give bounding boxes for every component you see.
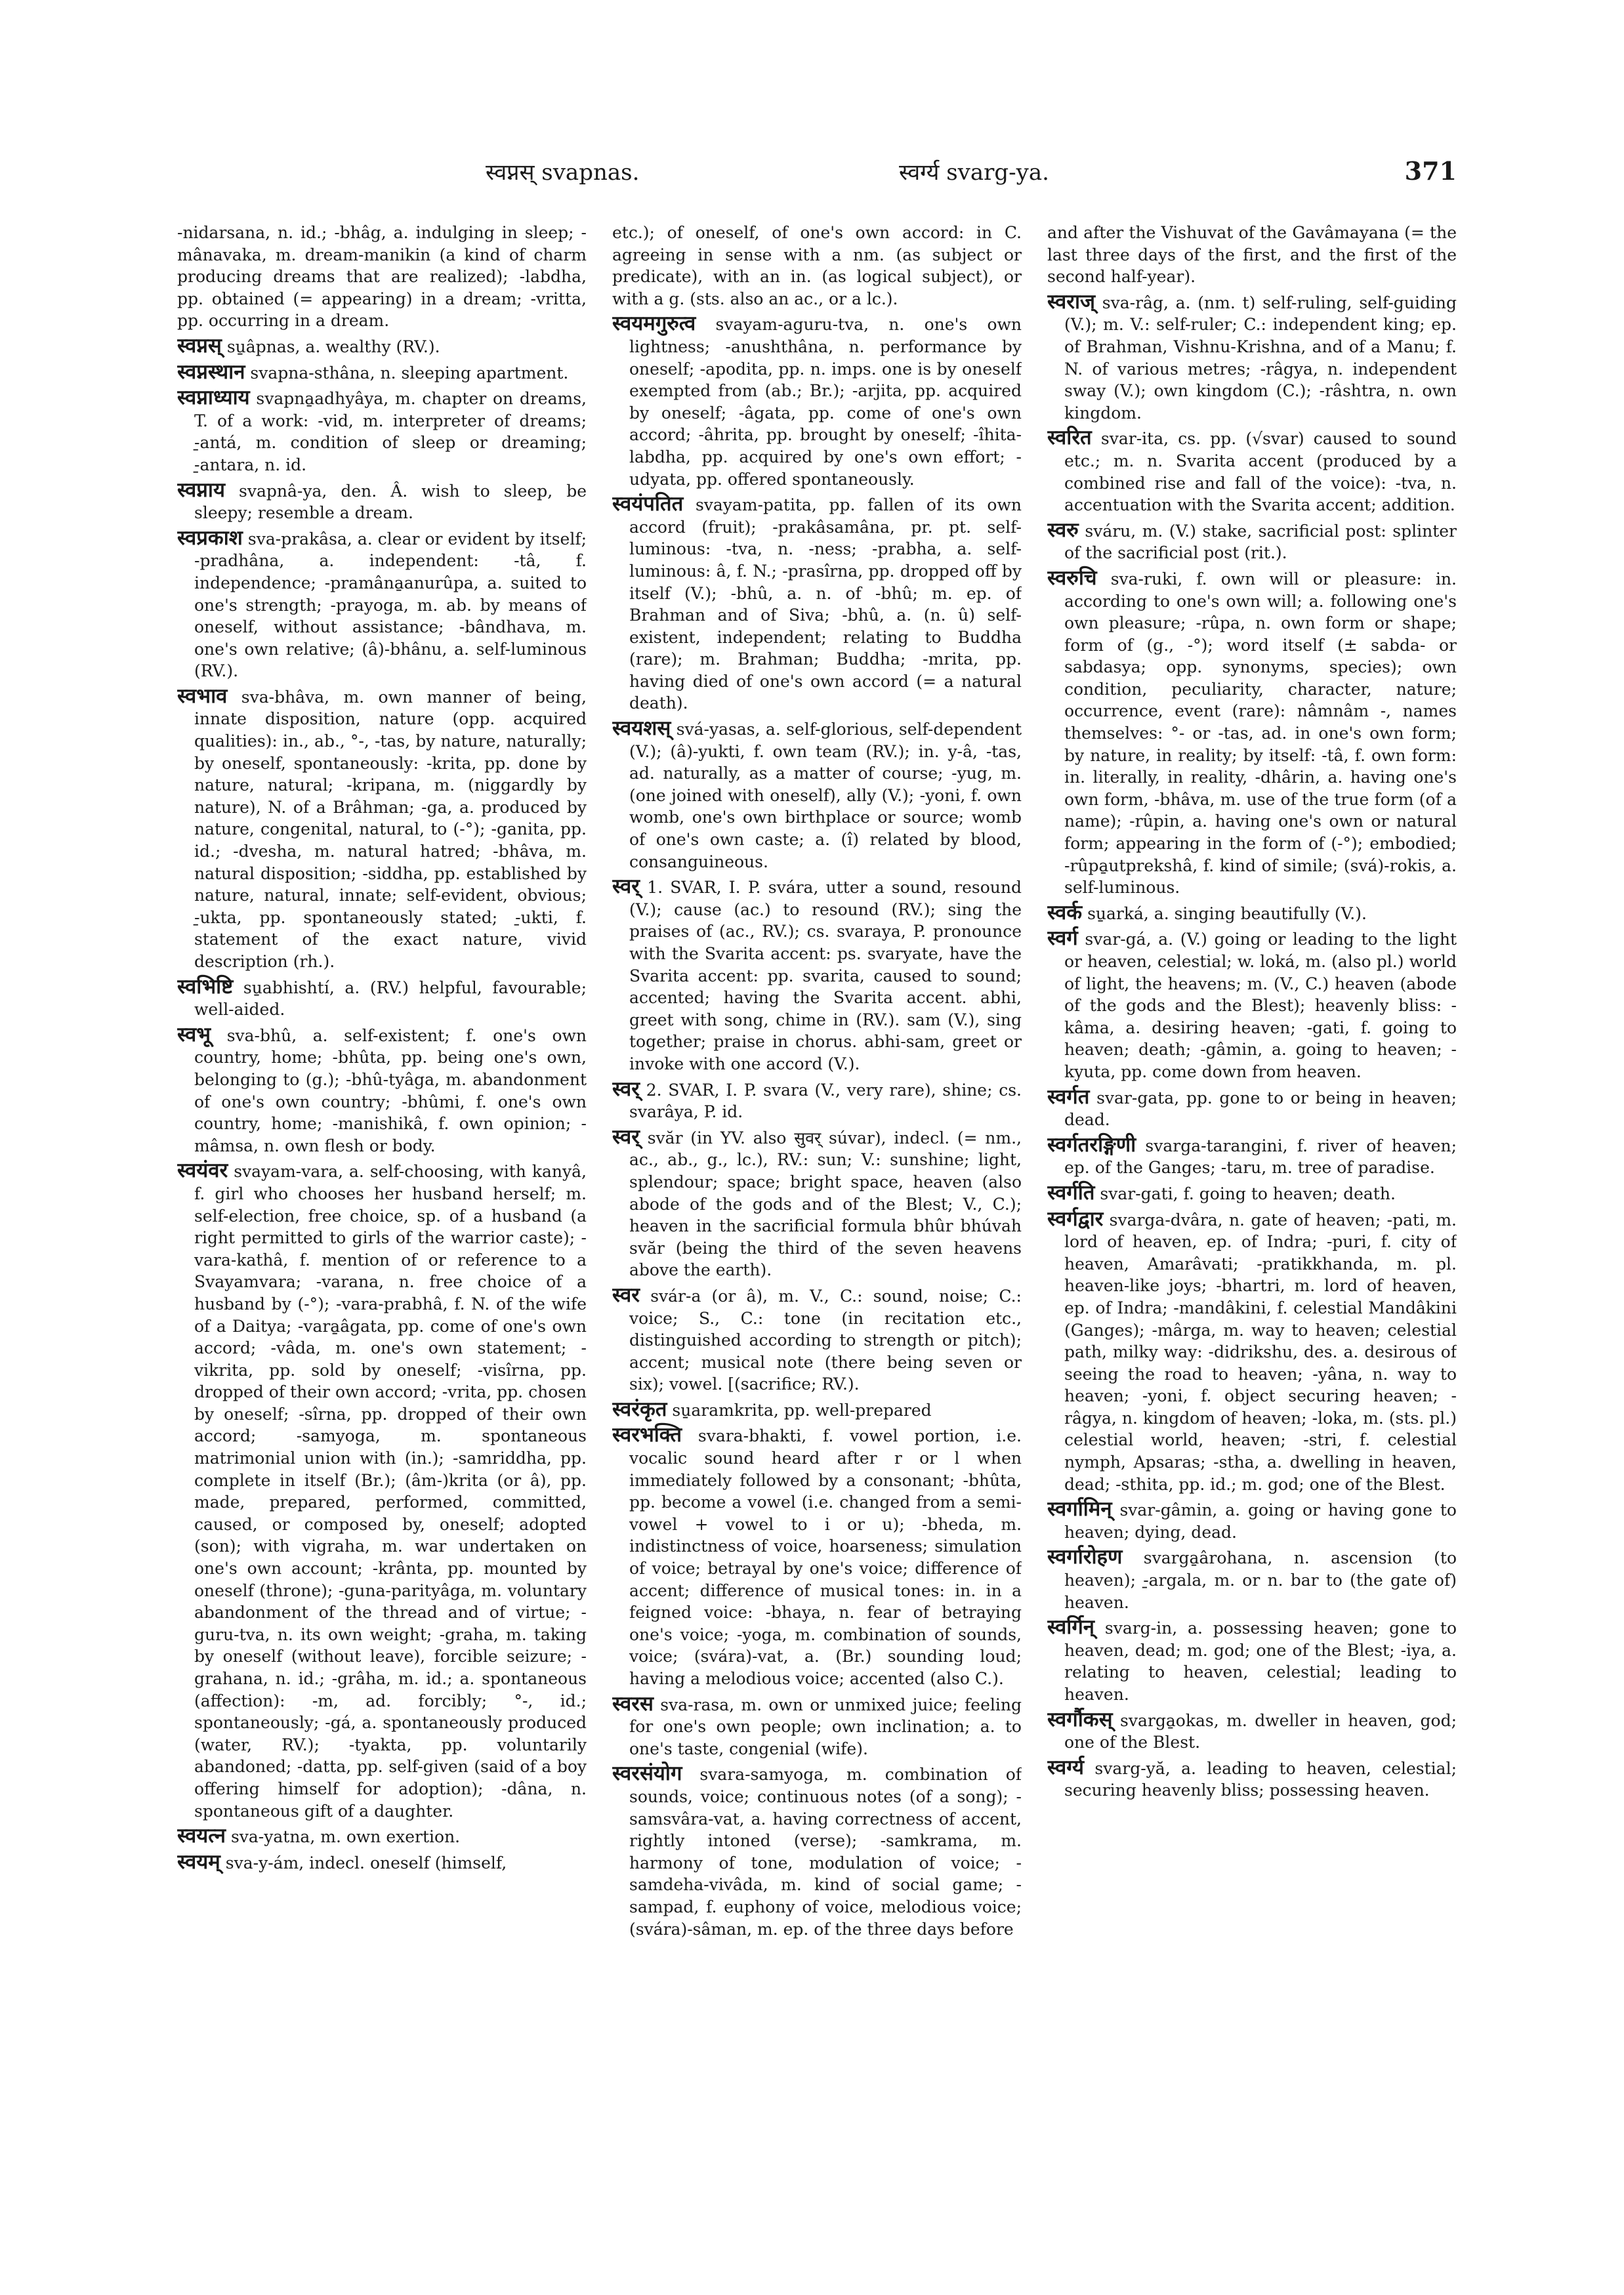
entry-headword: स्वरंकृत <box>612 1397 667 1421</box>
dictionary-entry <box>1047 1546 1457 1613</box>
entry-headword: स्वर्गारोहण <box>1047 1545 1123 1569</box>
entry-definition: sva-rasa, m. own or unmixed juice; feeling for one's own people; own inclination; a. to one's taste, congenial (wife). <box>629 1695 1022 1758</box>
entry-definition: and after the Vishuvat of the Gavâmayana (= the last three days of the first, and the first of the second half-year). <box>1047 223 1457 287</box>
dictionary-entry <box>612 1285 1022 1396</box>
entry-headword: स्वर्गिन् <box>1047 1615 1094 1640</box>
dictionary-entry <box>1047 928 1457 1083</box>
entry-headword: स्वर्गामिन् <box>1047 1497 1112 1521</box>
entry-definition: su̱aramkrita, pp. well-prepared <box>672 1400 932 1420</box>
entry-definition: svapnâ-ya, den. Â. wish to sleep, be sleepy; resemble a dream. <box>194 481 587 523</box>
entry-definition: svarga̱okas, m. dweller in heaven, god; one of the Blest. <box>1064 1710 1457 1752</box>
dictionary-entry <box>1047 520 1457 564</box>
entry-headword: स्वप्रकाश <box>177 526 243 550</box>
entry-headword: स्वर्गतरङ्गिणी <box>1047 1132 1136 1157</box>
entry-definition: svar-gá, a. (V.) going or leading to the light or heaven, celestial; w. loká, m. (also pl.) world of light, the heavens; m. (V., C.) heaven (abode of the gods and the Blest); heavenly bliss: -kâma, a. desiring heaven; -gati, f. going to heaven; death; -gâmin, a. going to heaven; -kyuta, pp. come down from heaven. <box>1064 930 1457 1081</box>
dictionary-entry <box>177 686 587 973</box>
entry-headword: स्वर्ग्य <box>1047 1755 1084 1779</box>
entry-headword: स्वप्नाध्याय <box>177 386 250 410</box>
dictionary-entry <box>177 387 587 476</box>
entry-headword: स्वरुचि <box>1047 566 1097 590</box>
dictionary-entry <box>612 1693 1022 1760</box>
dictionary-entry <box>177 976 587 1021</box>
entry-definition: -nidarsana, n. id.; -bhâg, a. indulging in sleep; -mânavaka, m. dream-manikin (a kind of charm producing dreams that are realized); -labdha, pp. obtained (= appearing) in a dream; -vritta, pp. occurring in a dream. <box>177 223 587 331</box>
entry-definition: sva-ruki, f. own will or pleasure: in. according to one's own will; a. following one's own pleasure; -rûpa, n. own form or shape; form of (g., -°); word itself (± sabda- or sabdasya; opp. synonyms, species); own condition, peculiarity, character, nature; occurrence, event (rare): nâmnâm -, names themselves: °- or -tas, ad. in one's own form; by nature, in reality; by itself: -tâ, f. own form: in. literally, in reality, -dhârin, a. having one's own form, -bhâva, m. use of the true form (of a name); -rûpin, a. having one's own or natural form; appearing in the form of (-°); embodied; -rûpa̱utprekshâ, f. kind of simile; (svá)-rokis, a. self-luminous. <box>1064 569 1457 898</box>
entry-definition: 2. SVAR, I. P. svara (V., very rare), shine; cs. svarâya, P. id. <box>629 1080 1022 1122</box>
dictionary-entry <box>177 1851 587 1874</box>
entry-definition: sva-y-ám, indecl. oneself (himself, <box>225 1853 507 1872</box>
entry-headword: स्वयशस् <box>612 716 671 741</box>
page-number: 371 <box>1404 156 1457 186</box>
entry-definition: etc.); of oneself, of one's own accord: in C. agreeing in sense with a nm. (as subject or predicate), with an in. (as logical subject), or with a g. (sts. also an ac., or a lc.). <box>612 223 1022 308</box>
page-header <box>177 156 1457 202</box>
entry-definition: svar-ita, cs. pp. (√svar) caused to sound etc.; m. n. Svarita accent (produced by a combined rise and fall of the voice): -tva, n. accentuation with the Svarita accent; addition. <box>1064 429 1457 515</box>
entry-definition: svarga̱ârohana, n. ascension (to heaven); -̱argala, m. or n. bar to (the gate of) heaven. <box>1064 1548 1457 1612</box>
entry-headword: स्वभाव <box>177 684 228 708</box>
entry-definition: svarga-tarangini, f. river of heaven; ep. of the Ganges; -taru, m. tree of paradise. <box>1064 1136 1457 1178</box>
dictionary-entry <box>1047 1209 1457 1496</box>
dictionary-entry <box>612 1424 1022 1689</box>
column-middle <box>612 222 1022 2138</box>
entry-definition: svapna̱adhyâya, m. chapter on dreams, T. of a work: -vid, m. interpreter of dreams; -̱antá, m. condition of sleep or dreaming; -̱antara, n. id. <box>194 389 587 474</box>
entry-definition: svar-gati, f. going to heaven; death. <box>1100 1184 1396 1203</box>
dictionary-entry <box>1047 1499 1457 1543</box>
entry-definition: svayam-vara, a. self-choosing, with kanyâ, f. girl who chooses her husband herself; m. self-election, free choice, sp. of a husband (a right permitted to girls of the warrior caste); -vara-kathâ, f. mention of or reference to a Svayamvara; -varana, n. free choice of a husband by (-°); -vara-prabhâ, f. N. of the wife of a Daitya; -vara̱âgata, pp. come of one's own accord; -vâda, m. one's own statement; -vikrita, pp. sold by oneself; -visîrna, pp. dropped of their own accord; -vrita, pp. chosen by oneself; -sîrna, pp. dropped of their own accord; -samyoga, m. spontaneous matrimonial union with (in.); -samriddha, pp. complete in itself (Br.); (âm-)krita (or â), pp. made, prepared, performed, committed, caused, or composed by, oneself; adopted (son); with vigraha, m. war undertaken on one's own account; -krânta, pp. mounted by oneself (throne); -guna-parityâga, m. voluntary abandonment of the thread and of virtue; -guru-tva, n. its own weight; -graha, m. taking by oneself (without leave), forcible seizure; -grahana, n. id.; -grâha, m. id.; a. spontaneous (affection): -m, ad. forcibly; °-, id.; spontaneously; -gá, a. spontaneously produced (water, RV.); -tyakta, pp. voluntarily abandoned; -datta, pp. self-given (said of a boy offering himself for adoption); -dâna, n. spontaneous gift of a daughter. <box>194 1162 587 1821</box>
entry-definition: svar-gâmin, a. going or having gone to heaven; dying, dead. <box>1064 1500 1457 1542</box>
entry-headword: स्वप्नाय <box>177 478 225 502</box>
entry-headword: स्वयमगुरुत्व <box>612 312 696 336</box>
dictionary-entry <box>1047 1182 1457 1205</box>
entry-headword: स्वर्गति <box>1047 1180 1095 1205</box>
entry-definition: 1. SVAR, I. P. svára, utter a sound, resound (V.); cause (ac.) to resound (RV.); sing the praises of (ac., RV.); cs. svaraya, P. pronounce with the Svarita accent: ps. svaryate, have the Svarita accent: pp. svarita, caused to sound; accented; having the Svarita accent. abhi, greet with song, chime in (RV.). sam (V.), sing together; praise in chorus. abhi-sam, greet or invoke with one accord (V.). <box>629 878 1022 1073</box>
dictionary-entry <box>1047 1086 1457 1131</box>
entry-definition: svara-bhakti, f. vowel portion, i.e. vocalic sound heard after r or l when immediately followed by a consonant; -bhûta, pp. become a vowel (i.e. changed from a semi-vowel + vowel to i or u); -bheda, m. indistinctness of voice, hoarseness; simulation of voice; betrayal by one's voice; difference of accent; difference of musical tones: in. in a feigned voice: -bhaya, n. fear of betraying one's voice; -yoga, m. combination of sounds, voice; (svára)-vat, a. (Br.) sounding loud; having a melodious voice; accented (also C.). <box>629 1426 1022 1688</box>
entry-headword: स्वर्गौकस् <box>1047 1707 1113 1731</box>
continued-entry <box>1047 222 1457 288</box>
entry-definition: sva-prakâsa, a. clear or evident by itself; -pradhâna, a. independent: -tâ, f. independence; -pramâna̱anurûpa, a. suited to one's strength; -prayoga, m. ab. by means of oneself, without assistance; -bândhava, m. one's own relative; (â)-bhânu, a. self-luminous (RV.). <box>194 529 587 681</box>
entry-definition: su̱arká, a. singing beautifully (V.). <box>1087 903 1367 923</box>
dictionary-entry <box>612 313 1022 490</box>
dictionary-entry <box>1047 902 1457 925</box>
entry-headword: स्वयंवर <box>177 1159 228 1183</box>
dictionary-entry <box>177 480 587 524</box>
dictionary-entry <box>612 1127 1022 1281</box>
entry-headword: स्वयत्न <box>177 1824 226 1848</box>
dictionary-entry <box>177 1160 587 1822</box>
dictionary-entry <box>177 362 587 384</box>
entry-definition: svár-a (or â), m. V., C.: sound, noise; C.: voice; S., C.: tone (in recitation etc., distinguished according to strength or pitch); accent; musical note (there being seven or six); vowel. [(sacrifice; RV.). <box>629 1286 1022 1394</box>
entry-headword: स्वर्ग <box>1047 926 1078 951</box>
entry-definition: su̱âpnas, a. wealthy (RV.). <box>226 337 440 356</box>
continued-entry <box>177 222 587 332</box>
entry-headword: स्वरभक्ति <box>612 1423 682 1447</box>
continued-entry <box>612 222 1022 310</box>
entry-headword: स्वर्क <box>1047 900 1083 924</box>
dictionary-entry <box>1047 1757 1457 1802</box>
header-right-guide-word: स्वर्ग्य svarg-ya. <box>899 159 1049 186</box>
dictionary-entry <box>612 493 1022 714</box>
entry-headword: स्वप्नस् <box>177 333 222 358</box>
entry-headword: स्वयंपतित <box>612 492 684 516</box>
dictionary-entry <box>612 876 1022 1075</box>
dictionary-entry <box>1047 427 1457 516</box>
entry-headword: स्वरस <box>612 1691 654 1716</box>
entry-definition: svayam-patita, pp. fallen of its own accord (fruit); -prakâsamâna, pr. pt. self-luminous: -tva, n. -ness; -prabha, a. self-luminous: â, f. N.; -prasîrna, pp. dropped off by itself (V.); -bhû, a. n. of -bhû; m. ep. of Brahman and of Siva; -bhû, a. (n. û) self-existent, independent; relating to Buddha (rare); m. Brahman; Buddha; -mrita, pp. having died of one's own accord (= a natural death). <box>629 495 1022 713</box>
entry-definition: sva-bhû, a. self-existent; f. one's own country, home; -bhûta, pp. being one's own, belonging to (g.); -bhû-tyâga, m. abandonment of one's own country; -bhûmi, f. one's own country, home; -manishikâ, f. own opinion; -mâmsa, n. own flesh or body. <box>194 1025 587 1155</box>
entry-definition: svá-yasas, a. self-glorious, self-dependent (V.); (â)-yukti, f. own team (RV.); in. y-â, -tas, ad. naturally, as a matter of course; -yug, m. (one joined with oneself), ally (V.); -yoni, f. own womb, one's own birthplace or source; womb of one's own caste; a. (î) related by blood, consanguineous. <box>629 720 1022 871</box>
entry-definition: sva-râg, a. (nm. t) self-ruling, self-guiding (V.); m. V.: self-ruler; C.: independent king; ep. of Brahman, Vishnu-Krishna, and of a Manu; f. N. of various metres; -râgya, n. independent sway (V.); own kingdom (C.); -râshtra, n. own kingdom. <box>1064 293 1457 423</box>
dictionary-entry <box>177 335 587 358</box>
entry-headword: स्वयम् <box>177 1850 220 1874</box>
column-left <box>177 222 587 2138</box>
dictionary-entry <box>1047 1617 1457 1705</box>
entry-headword: स्वर्गद्वार <box>1047 1207 1104 1231</box>
entry-headword: स्वर् <box>612 1077 640 1101</box>
entry-headword: स्वरु <box>1047 518 1079 542</box>
header-left-guide-word: स्वप्नस् svapnas. <box>486 159 640 186</box>
entry-definition: svarga-dvâra, n. gate of heaven; -pati, m. lord of heaven, ep. of Indra; -puri, f. city of heaven, Amarâvati; -pratikkhanda, m. pl. heaven-like joys; -bhartri, m. lord of heaven, ep. of Indra; -mandâkini, f. celestial Mandâkini (Ganges); -mârga, m. way to heaven; celestial path, milky way: -didrikshu, des. a. desirous of seeing the road to heaven; -yâna, n. way to heaven; -yoni, f. object securing heaven; -râgya, n. kingdom of heaven; -loka, m. (sts. pl.) celestial world, heaven; -stri, f. celestial nymph, Apsaras; -stha, a. dwelling in heaven, dead; -sthita, pp. id.; m. god; one of the Blest. <box>1064 1210 1457 1494</box>
entry-definition: svar-gata, pp. gone to or being in heaven; dead. <box>1064 1088 1457 1130</box>
dictionary-entry <box>612 1079 1022 1123</box>
entry-definition: svapna-sthâna, n. sleeping apartment. <box>250 363 569 382</box>
entry-headword: स्वर् <box>612 875 640 899</box>
entry-definition: sva-bhâva, m. own manner of being, innate disposition, nature (opp. acquired qualities): in., ab., °-, -tas, by nature, naturally; by oneself, spontaneously: -krita, pp. done by nature, natural; -kripana, m. (niggardly by nature), N. of a Brâhman; -ga, a. produced by nature, congenital, natural, to (-°); -ganita, pp. id.; -dvesha, m. natural hatred; -bhâva, m. natural disposition; -siddha, pp. established by nature, natural, innate; self-evident, obvious; -̱ukta, pp. spontaneously stated; -̱ukti, f. statement of the exact nature, vivid description (rh.). <box>194 687 587 971</box>
dictionary-entry <box>177 1024 587 1157</box>
entry-definition: svăr (in YV. also सुवर् súvar), indecl. (= nm., ac., ab., g., lc.), RV.: sun; V.: sunshine; light, splendour; space; bright space, heaven (also abode of the gods and of the Blest; V., C.); heaven in the sacrificial formula bhûr bhúvah svăr (being the third of the seven heavens above the earth). <box>629 1128 1022 1280</box>
dictionary-entry <box>612 718 1022 873</box>
entry-headword: स्वराज् <box>1047 289 1096 314</box>
entry-headword: स्वर्गत <box>1047 1085 1090 1109</box>
entry-headword: स्वर <box>612 1283 640 1307</box>
dictionary-entry <box>177 527 587 682</box>
column-right <box>1047 222 1457 2138</box>
dictionary-entry <box>1047 1134 1457 1179</box>
entry-definition: svayam-aguru-tva, n. one's own lightness; -anushthâna, n. performance by oneself; -apodita, pp. n. imps. one is by oneself exempted from (ab.; Br.); -arjita, pp. acquired by oneself; -âgata, pp. come of one's own accord; -âhrita, pp. brought by oneself; -îhita-labdha, pp. acquired by one's own effort; -udyata, pp. offered spontaneously. <box>629 315 1022 489</box>
dictionary-entry <box>1047 1709 1457 1754</box>
dictionary-entry <box>177 1825 587 1848</box>
entry-headword: स्वप्नस्थान <box>177 360 245 384</box>
entry-definition: svarg-yă, a. leading to heaven, celestial; securing heavenly bliss; possessing heaven. <box>1064 1758 1457 1800</box>
entry-headword: स्वरसंयोग <box>612 1762 682 1786</box>
entry-headword: स्वर् <box>612 1125 640 1149</box>
entry-definition: sva-yatna, m. own exertion. <box>230 1827 461 1847</box>
dictionary-entry <box>1047 568 1457 899</box>
entry-definition: svarg-in, a. possessing heaven; gone to heaven, dead; m. god; one of the Blest; -iya, a. relating to heaven, celestial; leading to heaven. <box>1064 1619 1457 1704</box>
entry-headword: स्वरित <box>1047 426 1092 450</box>
dictionary-columns <box>177 222 1457 2138</box>
dictionary-entry <box>1047 291 1457 424</box>
entry-definition: svara-samyoga, m. combination of sounds, voice; continuous notes (of a song); -samsvâra-vat, a. having correctness of accent, rightly intoned (verse); -samkrama, m. harmony of tone, modulation of voice; -samdeha-vivâda, m. kind of social game; -sampad, f. euphony of voice, melodious voice; (svára)-sâman, m. ep. of the three days before <box>629 1765 1022 1939</box>
entry-definition: sváru, m. (V.) stake, sacrificial post: splinter of the sacrificial post (rit.). <box>1064 521 1457 563</box>
dictionary-entry <box>612 1399 1022 1422</box>
entry-definition: su̱abhishtí, a. (RV.) helpful, favourable; well-aided. <box>194 978 587 1020</box>
entry-headword: स्वभू <box>177 1022 211 1046</box>
dictionary-entry <box>612 1763 1022 1940</box>
entry-headword: स्वभिष्टि <box>177 974 234 999</box>
